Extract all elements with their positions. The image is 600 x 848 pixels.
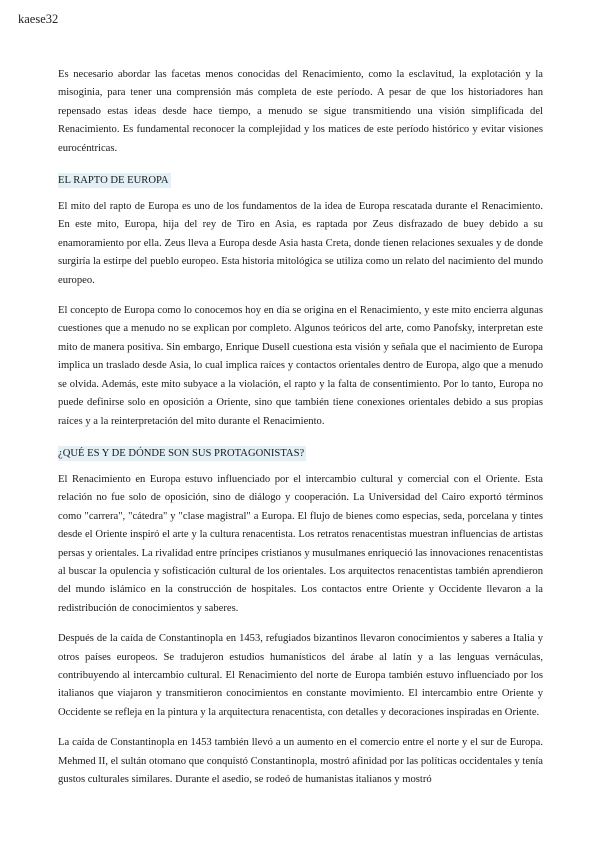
username-label: kaese32 bbox=[18, 12, 59, 26]
document-body bbox=[58, 66, 543, 801]
paragraph-comercio: La caída de Constantinopla en 1453 también llevó a un aumento en el comercio entre el norte y el sur de Europa. Mehmed II, el sultán otomano que conquistó Constantinopla, mostró afinidad por las políticas occidentales y tenía gustos culturales similares. Durante el asedio, se rodeó de humanistas italianos y mostró bbox=[58, 737, 543, 785]
paragraph-constantinopla: Después de la caída de Constantinopla en 1453, refugiados bizantinos llevaron conocimientos y saberes a Italia y otros países europeos. Se tradujeron estudios humanísticos del árabe al latín y a las lenguas vernáculas, contribuyendo al intercambio cultural. El Renacimiento del norte de Europa también estuvo influenciado por los italianos que viajaron y transmitieron conocimientos en constante movimiento. El intercambio entre Oriente y Occidente se refleja en la pintura y la arquitectura renacentista, con detalles y decoraciones inspiradas en Oriente. bbox=[58, 633, 543, 718]
heading-protagonistas: ¿QUÉ ES Y DE DÓNDE SON SUS PROTAGONISTAS? bbox=[58, 447, 305, 459]
heading-rapto-de-europa: EL RAPTO DE EUROPA bbox=[58, 175, 169, 187]
paragraph-concepto: El concepto de Europa como lo conocemos hoy en día se origina en el Renacimiento, y este mito encierra algunas cuestiones que a menudo no se explican por completo. Algunos teóricos del arte, como Panofsky, interpretan este mito de manera positiva. Sin embargo, Enrique Dusell cuestiona esta visión y señala que el nacimiento de Europa implica un traslado desde Asia, lo cual implica raíces y contactos orientales dentro de Europa, algo que a menudo se olvida. Además, este mito subyace a la violación, el rapto y la falta de consentimiento. Por lo tanto, Europa no puede definirse solo en oposición a Oriente, sino que también tiene conexiones orientales debido a sus propias raíces y a la reinterpretación del mito durante el Renacimiento. bbox=[58, 305, 543, 427]
paragraph-mito: El mito del rapto de Europa es uno de los fundamentos de la idea de Europa rescatada durante el Renacimiento. En este mito, Europa, hija del rey de Tiro en Asia, es raptada por Zeus disfrazado de buey debido a su enamoramiento por ella. Zeus lleva a Europa desde Asia hasta Creta, donde tienen relaciones sexuales y de donde surgiría la estirpe del pueblo europeo. Esta historia mitológica se utiliza como un relato del nacimiento del mundo europeo. bbox=[58, 201, 543, 286]
paragraph-intercambio: El Renacimiento en Europa estuvo influenciado por el intercambio cultural y comercial con el Oriente. Esta relación no fue solo de oposición, sino de diálogo y cooperación. La Universidad del Cairo exportó términos como "carrera", "cátedra" y "clase magistral" a Europa. El flujo de bienes como especias, seda, porcelana y tintes desde el Oriente inspiró el arte y la cultura renacentista. Los retratos renacentistas muestran influencias de artistas persas y orientales. La rivalidad entre príncipes cristianos y musulmanes enriqueció las innovaciones renacentistas al buscar la opulencia y sofisticación cultural de los orientales. Los arquitectos renacentistas también aprendieron del mundo islámico en la construcción de hospitales. Los contactos entre Oriente y Occidente llevaron a la redistribución de conocimientos y saberes. bbox=[58, 473, 543, 614]
paragraph-intro: Es necesario abordar las facetas menos conocidas del Renacimiento, como la esclavitud, la explotación y la misoginia, para tener una comprensión más completa de este período. A pesar de que los historiadores han repensado estas ideas desde hace tiempo, a menudo se sigue transmitiendo una visión simplificada del Renacimiento. Es fundamental reconocer la complejidad y los matices de este período histórico y evitar visiones eurocéntricas. bbox=[58, 69, 543, 154]
